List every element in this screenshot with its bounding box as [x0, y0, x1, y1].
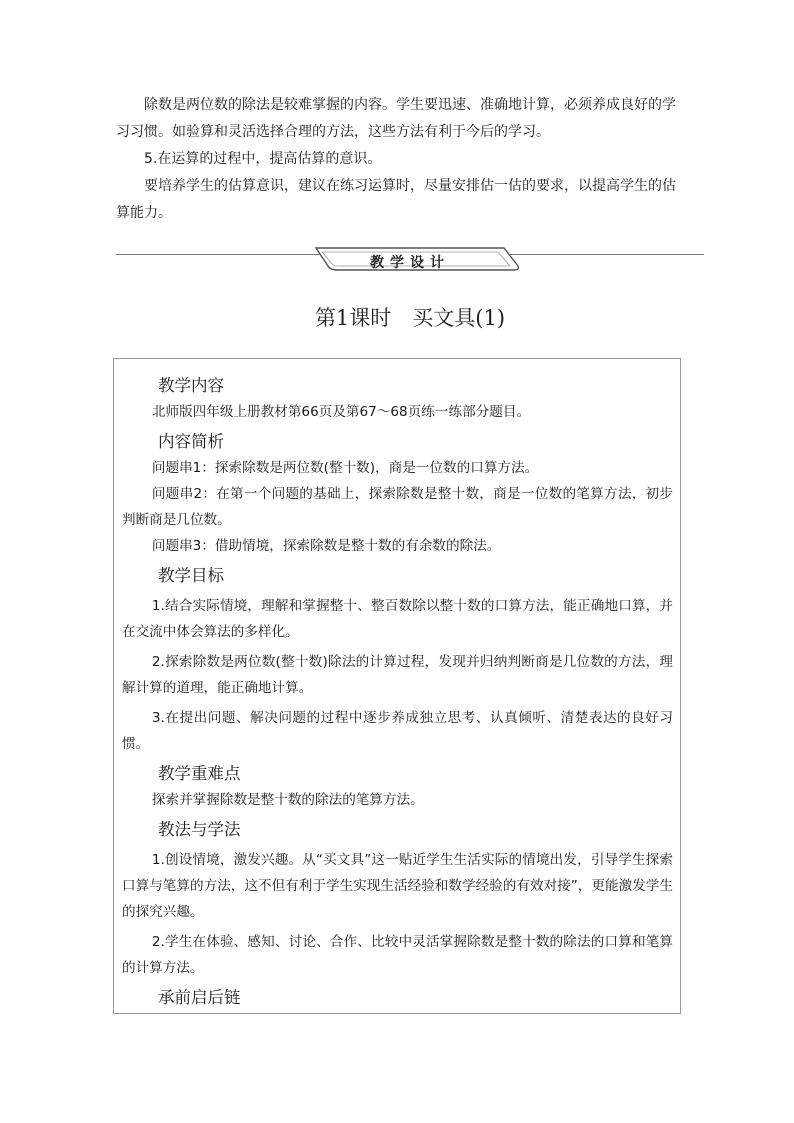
- section-heading-analysis: 内容简析: [158, 432, 224, 451]
- intro-text: [116, 92, 676, 227]
- goal-item: 2.探索除数是两位数(整十数)除法的计算过程，发现并归纳判断商是几位数的方法，理解计算的道理，能正确地计算。: [122, 654, 673, 696]
- analysis-item: 问题串3：借助情境，探索除数是整十数的有余数的除法。: [151, 538, 501, 554]
- goal-item: 3.在提出问题、解决问题的过程中逐步养成独立思考、认真倾听、清楚表达的良好习惯。: [122, 710, 673, 752]
- method-item: 1.创设情境，激发兴趣。从“买文具”这一贴近学生生活实际的情境出发，引导学生探索口算与笔算的方法，这不但有利于学生实现生活经验和数学经验的有效对接”，更能激发学生的探究兴趣。: [122, 852, 673, 920]
- lesson-title: 第1课时 买文具(1): [314, 306, 506, 330]
- section-heading-content: 教学内容: [158, 376, 224, 395]
- keypoints-text: 探索并掌握除数是整十数的除法的笔算方法。: [151, 792, 424, 808]
- intro-paragraph: 5.在运算的过程中，提高估算的意识。: [144, 151, 382, 167]
- banner-label: 教学设计: [370, 255, 450, 271]
- analysis-item: 问题串2：在第一个问题的基础上，探索除数是整十数，商是一位数的笔算方法，初步判断商是几位数。: [122, 486, 673, 528]
- section-heading-keypoints: 教学重难点: [158, 764, 241, 783]
- section-heading-link: 承前启后链: [158, 988, 241, 1007]
- lesson-plan-box: [113, 358, 681, 1014]
- section-heading-methods: 教法与学法: [158, 820, 241, 839]
- section-banner: [116, 244, 704, 278]
- section-heading-goals: 教学目标: [158, 566, 224, 585]
- goal-item: 1.结合实际情境，理解和掌握整十、整百数除以整十数的口算方法，能正确地口算，并在交流中体会算法的多样化。: [122, 598, 673, 640]
- method-item: 2.学生在体验、感知、讨论、合作、比较中灵活掌握除数是整十数的除法的口算和笔算的计算方法。: [122, 934, 673, 976]
- intro-paragraph: 除数是两位数的除法是较难掌握的内容。学生要迅速、准确地计算，必须养成良好的学习习惯。如验算和灵活选择合理的方法，这些方法有利于今后的学习。: [116, 97, 676, 140]
- intro-paragraph: 要培养学生的估算意识，建议在练习运算时，尽量安排估一估的要求，以提高学生的估算能力。: [116, 178, 676, 221]
- analysis-item: 问题串1：探索除数是两位数(整十数)，商是一位数的口算方法。: [151, 460, 539, 476]
- content-text: 北师版四年级上册教材第66页及第67～68页练一练部分题目。: [151, 404, 531, 420]
